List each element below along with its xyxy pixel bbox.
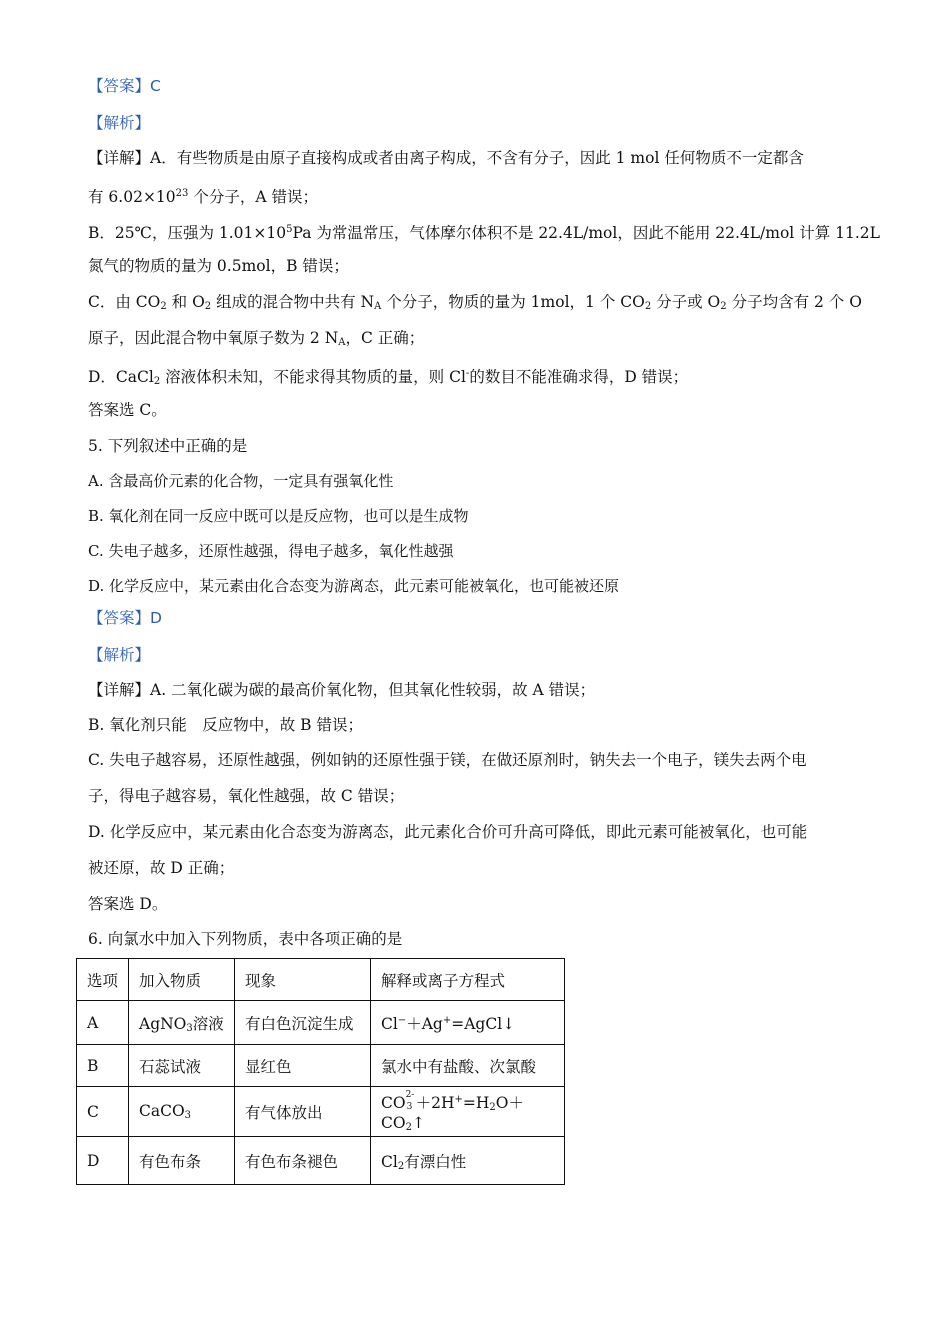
q5-option-d: D. 化学反应中，某元素由化合态变为游离态，此元素可能被氧化，也可能被还原 [88,577,620,595]
row-a-option: A [77,1001,129,1045]
row-d-substance: 有色布条 [129,1137,235,1185]
row-d-eq-a: Cl [381,1152,398,1171]
q5-detail-d1: D. 化学反应中，某元素由化合态变为游离态，此元素化合价可升高可降低，即此元素可能被氧化，也可能 [88,823,808,841]
q4-c1-sub1: 2 [160,301,167,312]
q4-analysis-tag: 【解析】 [88,114,151,132]
row-d-eq-sub: 2 [397,1160,405,1172]
q4-b1-post: Pa 为常温常压，气体摩尔体积不是 22.4L/mol，因此不能用 22.4L/mol 计算 11.2L [292,224,880,242]
q4-detail-line-b1 [88,220,880,243]
q4-c1-b: 和 O [166,293,205,311]
q4-a2-post: 个分子，A 错误； [188,188,318,206]
row-a-sub-num: 3 [186,1022,193,1034]
q4-c1-sub2: 2 [204,301,212,312]
row-c-option: C [77,1087,129,1137]
row-a-eq-sup1: − [397,1014,407,1026]
q4-c1-a: C．由 CO [88,293,161,311]
q5-detail-c1: C. 失电子越容易，还原性越强，例如钠的还原性强于镁，在做还原剂时，钠失去一个电子，镁失去两个电 [88,751,807,769]
row-a-eq-sup2: + [442,1014,452,1026]
row-a-eq-b: ＋Ag [406,1014,443,1033]
table-row [77,1137,565,1185]
q5-stem: 5. 下列叙述中正确的是 [88,437,248,455]
row-a-eq-c: =AgCl↓ [451,1014,516,1033]
q4-answer-tag: 【答案】 [88,77,151,95]
row-c-equation [371,1087,565,1137]
q4-c1-d: 个分子，物质的量为 1mol，1 个 CO [381,293,645,311]
row-b-option: B [77,1045,129,1087]
q4-a2-sup: 23 [175,188,189,199]
row-c-eq-d: O＋CO [381,1093,524,1132]
q4-answer [88,76,161,96]
row-c-sub-num: 3 [184,1110,192,1121]
q4-b1-pre: B．25℃，压强为 1.01×10 [88,224,287,242]
table-row [77,1045,565,1087]
q5-option-a: A. 含最高价元素的化合物，一定具有强氧化性 [88,472,394,490]
row-c-eq-e: ↑ [411,1113,425,1132]
row-a-equation [371,1001,565,1045]
row-a-substance [129,1001,235,1045]
row-a-eq-a: Cl [381,1014,398,1033]
row-c-eq-sub2: 2 [405,1121,412,1133]
q4-c1-f: 分子均含有 2 个 O [726,293,862,311]
q4-d1-b: 溶液体积未知，不能求得其物质的量，则 Cl [160,368,466,386]
q5-detail-b: B. 氧化剂只能 反应物中，故 B 错误； [88,716,363,734]
q4-c1-sub4: 2 [644,301,652,312]
q4-d1-sup: - [465,368,470,379]
header-option: 选项 [77,959,129,1001]
q4-d1-c: 的数目不能准确求得，D 错误； [469,368,689,386]
q4-detail-line-b2: 氮气的物质的量为 0.5mol，B 错误； [88,257,349,275]
header-phenomenon: 现象 [235,959,371,1001]
row-d-option: D [77,1137,129,1185]
q5-option-c: C. 失电子越多，还原性越强，得电子越多，氧化性越强 [88,542,454,560]
q4-detail-tag: 【详解】 [88,149,151,167]
q4-c1-e: 分子或 O [651,293,721,311]
row-b-phenomenon: 显红色 [235,1045,371,1087]
table-header-row [77,959,565,1001]
q5-answer-value: D [150,609,162,627]
q5-analysis-tag: 【解析】 [88,646,151,664]
q4-c1-sub3: A [374,301,382,312]
q5-detail-a-text: A. 二氧化碳为碳的最高价氧化物，但其氧化性较弱，故 A 错误； [150,681,596,699]
q4-c1-sub5: 2 [720,301,727,312]
row-b-explanation: 氯水中有盐酸、次氯酸 [371,1045,565,1087]
q4-detail-line-a2 [88,184,318,207]
q5-conclusion: 答案选 D。 [88,895,168,913]
q5-option-b: B. 氧化剂在同一反应中既可以是反应物，也可以是生成物 [88,507,469,525]
row-d-phenomenon: 有色布条褪色 [235,1137,371,1185]
table-row [77,1087,565,1137]
q4-conclusion: 答案选 C。 [88,401,167,419]
q4-detail-line-d1 [88,364,688,392]
q4-c2-pre: 原子，因此混合物中氧原子数为 2 N [88,329,339,347]
q6-stem: 6. 向氯水中加入下列物质，表中各项正确的是 [88,930,403,948]
row-c-eq-top: 2- [405,1089,415,1100]
q4-b1-sup: 5 [286,224,293,235]
row-c-phenomenon: 有气体放出 [235,1087,371,1137]
q4-detail-a1-text: A．有些物质是由原子直接构成或者由离子构成，不含有分子，因此 1 mol 任何物质不一定都含 [150,149,804,167]
q6-table [76,958,565,1185]
q5-answer-tag: 【答案】 [88,609,151,627]
q5-detail-d2: 被还原，故 D 正确； [88,859,235,877]
q5-detail-tag: 【详解】 [88,681,151,699]
q4-c2-post: ，C 正确； [345,329,425,347]
header-substance: 加入物质 [129,959,235,1001]
row-c-eq-bot: 3 [406,1101,413,1112]
q4-detail-line-c1 [88,292,862,317]
row-d-eq-b: 有漂白性 [404,1152,467,1171]
row-a-phenomenon: 有白色沉淀生成 [235,1001,371,1045]
row-a-sub-pre: AgNO [139,1014,187,1033]
q5-detail-c2: 子，得电子越容易，氧化性越强，故 C 错误； [88,787,405,805]
q4-answer-value: C [150,77,161,95]
row-c-eq-sup: + [454,1093,463,1105]
q5-answer [88,608,162,628]
row-c-substance [129,1087,235,1137]
q4-a2-pre: 有 6.02×10 [88,188,176,206]
q4-c1-c: 组成的混合物中共有 N [211,293,375,311]
table-row [77,1001,565,1045]
row-c-eq-sub1: 2 [489,1101,496,1113]
q4-d1-a: D．CaCl [88,368,154,386]
row-c-eq-c: =H [462,1093,490,1112]
row-c-eq-stack [405,1089,416,1114]
q4-detail-line-a1 [88,148,804,168]
q4-c2-sub: A [338,337,346,348]
row-b-substance: 石蕊试液 [129,1045,235,1087]
row-c-eq-b: ＋2H [415,1093,455,1112]
row-c-eq-a: CO [381,1093,406,1112]
q4-d1-sub: 2 [153,376,161,387]
row-a-sub-post: 溶液 [192,1014,224,1033]
header-explanation: 解释或离子方程式 [371,959,565,1001]
row-d-explanation [371,1137,565,1185]
row-c-sub-pre: CaCO [139,1102,185,1120]
q5-detail-a [88,680,595,700]
q4-detail-line-c2 [88,328,424,353]
